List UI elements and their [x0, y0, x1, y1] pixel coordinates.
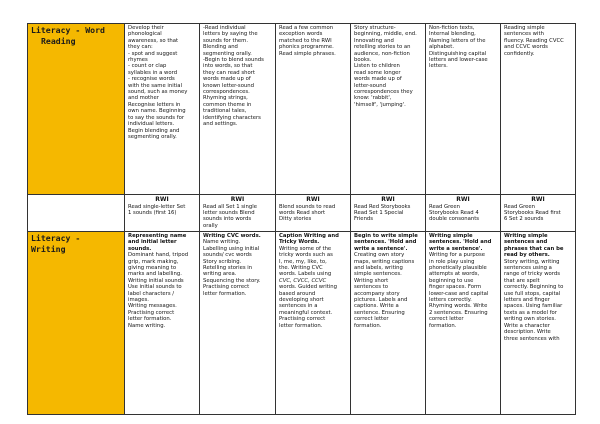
cell-text-line: own name. Beginning [128, 108, 186, 115]
literacy-curriculum-table [27, 23, 576, 415]
writing-cell [426, 232, 501, 415]
cell-text-line: developing short [279, 297, 324, 304]
cell-text-line: Creating own story [354, 252, 405, 259]
cell-text-line: Writing for a purpose [429, 252, 486, 259]
cell-text-line: letter formation. [128, 316, 172, 323]
writing-cell [125, 232, 200, 415]
cell-text-line: sentences to [354, 284, 389, 291]
cell-text-line: words made up of [203, 76, 251, 83]
cell-heading-line: Writing CVC words. [203, 233, 261, 239]
rwi-title: RWI [230, 196, 245, 203]
cell-text-line: correct letter [429, 316, 464, 323]
cell-text-line: to say the sounds for [128, 114, 185, 121]
writing-cell [351, 232, 426, 415]
cell-text-line: Writing messages. [128, 303, 177, 310]
cell-text-line: Reading simple [504, 25, 545, 31]
cell-text-line: Non-fiction texts, [429, 25, 475, 31]
rwi-text-line: 6 Set 2 sounds [504, 216, 544, 223]
cell-text-line: words. Guided writing [279, 284, 337, 291]
rwi-title: RWI [306, 196, 320, 203]
cell-text-line: identifying characters [203, 114, 261, 121]
rwi-text-line: orally [203, 222, 218, 229]
writing-row [28, 232, 576, 415]
cell-text-line: with the same initial [128, 82, 182, 89]
cell-text-line: simple sentences. [354, 271, 402, 278]
cell-text-line: attempts at words, [429, 271, 480, 278]
cell-heading-line: sentences. 'Hold and [429, 239, 492, 246]
cell-heading-line: Representing name [128, 233, 187, 239]
cell-text-line: based around [279, 290, 316, 297]
cell-text-line: - recognise words [128, 76, 175, 83]
cell-text-line: meaningful context. [279, 309, 333, 316]
cell-text-line: use full stops, capital [504, 290, 561, 297]
cell-text-line: Write a character [504, 322, 550, 329]
cell-text-line: the. Writing CVC [279, 265, 323, 272]
writing-heading-cell [28, 232, 125, 415]
cell-text-line: giving meaning to [128, 265, 177, 272]
cell-heading-line: phrases that can be [504, 245, 564, 252]
rwi-cell [426, 195, 501, 232]
cell-text-line: formation. [354, 322, 382, 329]
cell-heading-line: sentences. 'Hold and [354, 239, 417, 246]
cell-heading-line: sentences and [504, 239, 548, 246]
cell-text-line: rhymes [128, 57, 148, 64]
cell-text-line: writing own stories. [504, 316, 556, 323]
cell-text-line: Story writing, writing [504, 258, 560, 265]
cell-text-line: accompany story [354, 290, 400, 297]
cell-text-line: Naming letters of the [429, 37, 486, 44]
cell-text-line: tricky words such as [279, 252, 333, 259]
rwi-text-line: Storybooks Read first [504, 210, 561, 216]
cell-text-line: images. [128, 297, 149, 304]
cell-text-line: letters by saying the [203, 31, 258, 38]
cell-text-line: correspondences they [354, 89, 413, 96]
rwi-text-line: Read Set 1 Special [354, 210, 404, 216]
cell-text-line: -Begin to blend sounds [203, 57, 264, 64]
cell-text-line: lower-case and capital [429, 290, 489, 297]
cell-text-line: letters and lower-case [429, 57, 488, 64]
cell-text-line: beginning to use [429, 277, 474, 284]
cell-text-line: Practising correct [279, 316, 326, 323]
writing-cell [200, 232, 276, 415]
cell-text-line: sentences with [504, 31, 544, 38]
cell-heading-line: write a sentence'. [354, 245, 408, 252]
rwi-text-line: Storybooks Read 4 [429, 210, 479, 216]
cell-text-line: three sentences with [504, 335, 560, 342]
rwi-text-line: Read Green [504, 203, 536, 210]
rwi-text-line: Read all Set 1 single [203, 203, 257, 210]
cell-text-line: 'himself', 'jumping'. [354, 101, 406, 108]
rwi-text-line: Blend sounds to read [279, 203, 336, 210]
cell-text-line: syllables in a word [128, 69, 178, 76]
cell-text-line: exception words [279, 31, 323, 38]
reading-cell [426, 24, 501, 195]
cell-text-line: individual letters. [128, 121, 175, 128]
cell-text-line: Labelling using initial [203, 245, 260, 252]
cell-text-line: and mother [128, 95, 159, 102]
cell-text-line: Develop their [128, 25, 164, 31]
cell-text-line: retelling stories to an [354, 44, 411, 51]
cell-text-line: - count or clap [128, 63, 167, 70]
cell-heading-line: read by others. [504, 252, 550, 259]
cell-text-line: writing area. [203, 271, 237, 278]
reading-cell [501, 24, 576, 195]
rwi-row [28, 195, 576, 232]
rwi-title: RWI [155, 196, 169, 203]
cell-text-line: Blending and [203, 44, 238, 51]
cell-text-line: known letter-sound [203, 82, 255, 89]
cell-text-line: phonological [128, 31, 162, 38]
cell-heading-line: Caption Writing and [279, 233, 339, 239]
cell-text-line: they can: [128, 44, 153, 51]
reading-cell [276, 24, 351, 195]
cell-text-line: description. Write [504, 329, 551, 336]
cell-text-line: they can read short [203, 69, 255, 76]
cell-text-line: and CCVC words [504, 44, 548, 51]
rwi-cell [200, 195, 276, 232]
cell-text-line: sounds/ cvc words [203, 252, 252, 259]
rwi-text-line: Friends [354, 216, 374, 223]
word-reading-heading-cell [28, 24, 125, 195]
cell-text-line: fluency. Reading CVCC [504, 37, 564, 44]
cell-text-line: Writing initial sounds [128, 277, 184, 284]
rwi-empty-heading-cell [28, 195, 125, 232]
cell-text-line: letter formation. [279, 322, 323, 329]
cell-text-line: phonics programme. [279, 44, 334, 51]
cell-text-line: words. Labels using [279, 271, 332, 278]
word-reading-heading-line: Reading [41, 35, 76, 46]
writing-heading-line: Writing [31, 243, 66, 254]
cell-text-line: alphabet. [429, 44, 455, 51]
cell-text-line: letter-sound [354, 82, 386, 89]
cell-heading-line: Begin to write simple [354, 233, 418, 239]
cell-text-line: texts as a model for [504, 309, 557, 316]
cell-text-line: sounds for them. [203, 37, 249, 44]
rwi-cell [351, 195, 426, 232]
rwi-text-line: Read single-letter Set [128, 203, 186, 210]
cell-text-line: grip, mark making, [128, 258, 179, 265]
rwi-cell [501, 195, 576, 232]
cell-text-line: Rhyming words. Write [429, 303, 488, 310]
rwi-title: RWI [381, 196, 395, 203]
cell-heading-line: sounds. [128, 245, 152, 252]
cell-text-line: Read simple phrases. [279, 50, 336, 57]
cell-text-line: Begin blending and [128, 127, 180, 134]
cell-heading-line: Writing simple [429, 233, 473, 239]
rwi-text-line: sounds into words [203, 216, 252, 223]
rwi-text-line: Read Green [429, 203, 461, 210]
cell-text-line: correct letter [354, 316, 389, 323]
reading-cell [125, 24, 200, 195]
rwi-title: RWI [531, 196, 545, 203]
cell-text-line: and labels, writing [354, 265, 403, 272]
cell-text-line: - spot and suggest [128, 50, 178, 57]
cell-text-line: in role play using [429, 258, 475, 265]
cell-text-line: spaces. Using familiar [504, 303, 563, 310]
cell-text-line: Internal blending, [429, 31, 476, 38]
cell-text-line: phonetically plausible [429, 265, 487, 272]
cell-text-line: know: 'rabbit', [354, 95, 392, 102]
cell-text-line: Retelling stories in [203, 265, 253, 272]
rwi-text-line: Read Red Storybooks [354, 203, 411, 210]
rwi-cell [276, 195, 351, 232]
cell-text-line: Name writing. [128, 322, 166, 329]
cell-text-line: 2 sentences. Ensuring [429, 309, 488, 316]
cell-text-line: marks and labelling. [128, 271, 182, 278]
cell-text-line: Recognise letters in [128, 101, 181, 108]
reading-cell [200, 24, 276, 195]
cell-text-line: I, me, my, like, to, [279, 258, 327, 265]
cell-text-line: Story structure- [354, 25, 396, 31]
cell-text-line: Innovating and [354, 37, 394, 44]
writing-heading-line: Literacy - [31, 233, 81, 243]
cell-heading-line: Writing simple [504, 233, 548, 239]
cell-text-line: pictures. Labels and [354, 297, 408, 304]
cell-heading-line: write a sentence'. [429, 245, 483, 252]
rwi-cell [125, 195, 200, 232]
cell-text-line: Name writing. [203, 239, 241, 246]
cell-text-line: letters. [429, 63, 448, 70]
cell-text-line: -Read individual [203, 25, 246, 31]
rwi-text-line: 1 sounds (first 16) [128, 210, 177, 216]
cell-text-line: Rhyming strings, [203, 95, 248, 102]
cell-text-line: books. [354, 57, 372, 64]
cell-text-line: range of tricky words [504, 271, 560, 278]
cell-text-line: maps, writing captions [354, 258, 415, 265]
cell-text-line: correspondences. [203, 89, 250, 96]
cell-text-line: formation. [429, 322, 457, 329]
cell-text-line: confidently. [504, 50, 535, 57]
rwi-text-line: words Read short [279, 210, 326, 216]
cell-text-line: correctly. Beginning to [504, 284, 564, 291]
cell-text-line: Practising correct [203, 284, 250, 291]
cell-text-line: matched to the RWI [279, 37, 332, 44]
cell-text-line: audience, non-fiction [354, 50, 410, 57]
cell-text-line: that are spelt [504, 277, 540, 284]
cell-text-line: awareness, so that [128, 37, 179, 44]
cell-text-line: into words, so that [203, 63, 253, 70]
reading-cell [351, 24, 426, 195]
cell-text-line: Writing some of the [279, 245, 332, 252]
cell-text-line: beginning, middle, end. [354, 31, 417, 38]
cell-heading-line: Tricky Words. [279, 239, 320, 246]
cell-text-line: segmenting orally. [128, 133, 177, 140]
cell-text-line: sentence. Ensuring [354, 309, 405, 316]
cell-text-line: letters and finger [504, 297, 550, 304]
rwi-text-line: Ditty stories [279, 216, 312, 223]
cell-text-line: Listen to children [354, 63, 400, 70]
word-reading-heading-line: Literacy - Word [31, 25, 105, 35]
cell-text-line: Writing short [354, 277, 389, 284]
writing-cell [501, 232, 576, 415]
cell-text-line: captions. Write a [354, 303, 399, 310]
cell-heading-line: and initial letter [128, 239, 177, 246]
cell-text-line: Distinguishing capital [429, 50, 487, 57]
cell-text-line: Sequencing the story. [203, 277, 261, 284]
cell-text-line: CVC, CVCC, CCVC [279, 277, 327, 284]
cell-text-line: segmenting orally. [203, 50, 252, 57]
cell-text-line: letter formation. [203, 290, 247, 297]
rwi-text-line: double consonants [429, 216, 480, 223]
cell-text-line: words made up of [354, 76, 402, 83]
cell-text-line: and settings. [203, 121, 238, 128]
cell-text-line: Practising correct [128, 309, 175, 316]
cell-text-line: finger spaces. Form [429, 284, 482, 291]
cell-text-line: Story scribing. [203, 258, 242, 265]
cell-text-line: traditional tales, [203, 108, 247, 115]
word-reading-row [28, 24, 576, 195]
cell-text-line: label characters / [128, 290, 175, 297]
cell-text-line: common theme in [203, 101, 252, 108]
rwi-text-line: letter sounds Blend [203, 210, 255, 216]
cell-text-line: read some longer [354, 69, 401, 76]
cell-text-line: sound, such as money [128, 89, 188, 96]
writing-cell [276, 232, 351, 415]
cell-text-line: Use initial sounds to [128, 284, 182, 291]
cell-text-line: Dominant hand, tripod [128, 252, 189, 259]
cell-text-line: Read a few common [279, 25, 334, 31]
rwi-title: RWI [456, 196, 470, 203]
cell-text-line: sentences using a [504, 265, 552, 272]
cell-text-line: sentences in a [279, 303, 318, 310]
cell-text-line: letters correctly. [429, 297, 472, 304]
